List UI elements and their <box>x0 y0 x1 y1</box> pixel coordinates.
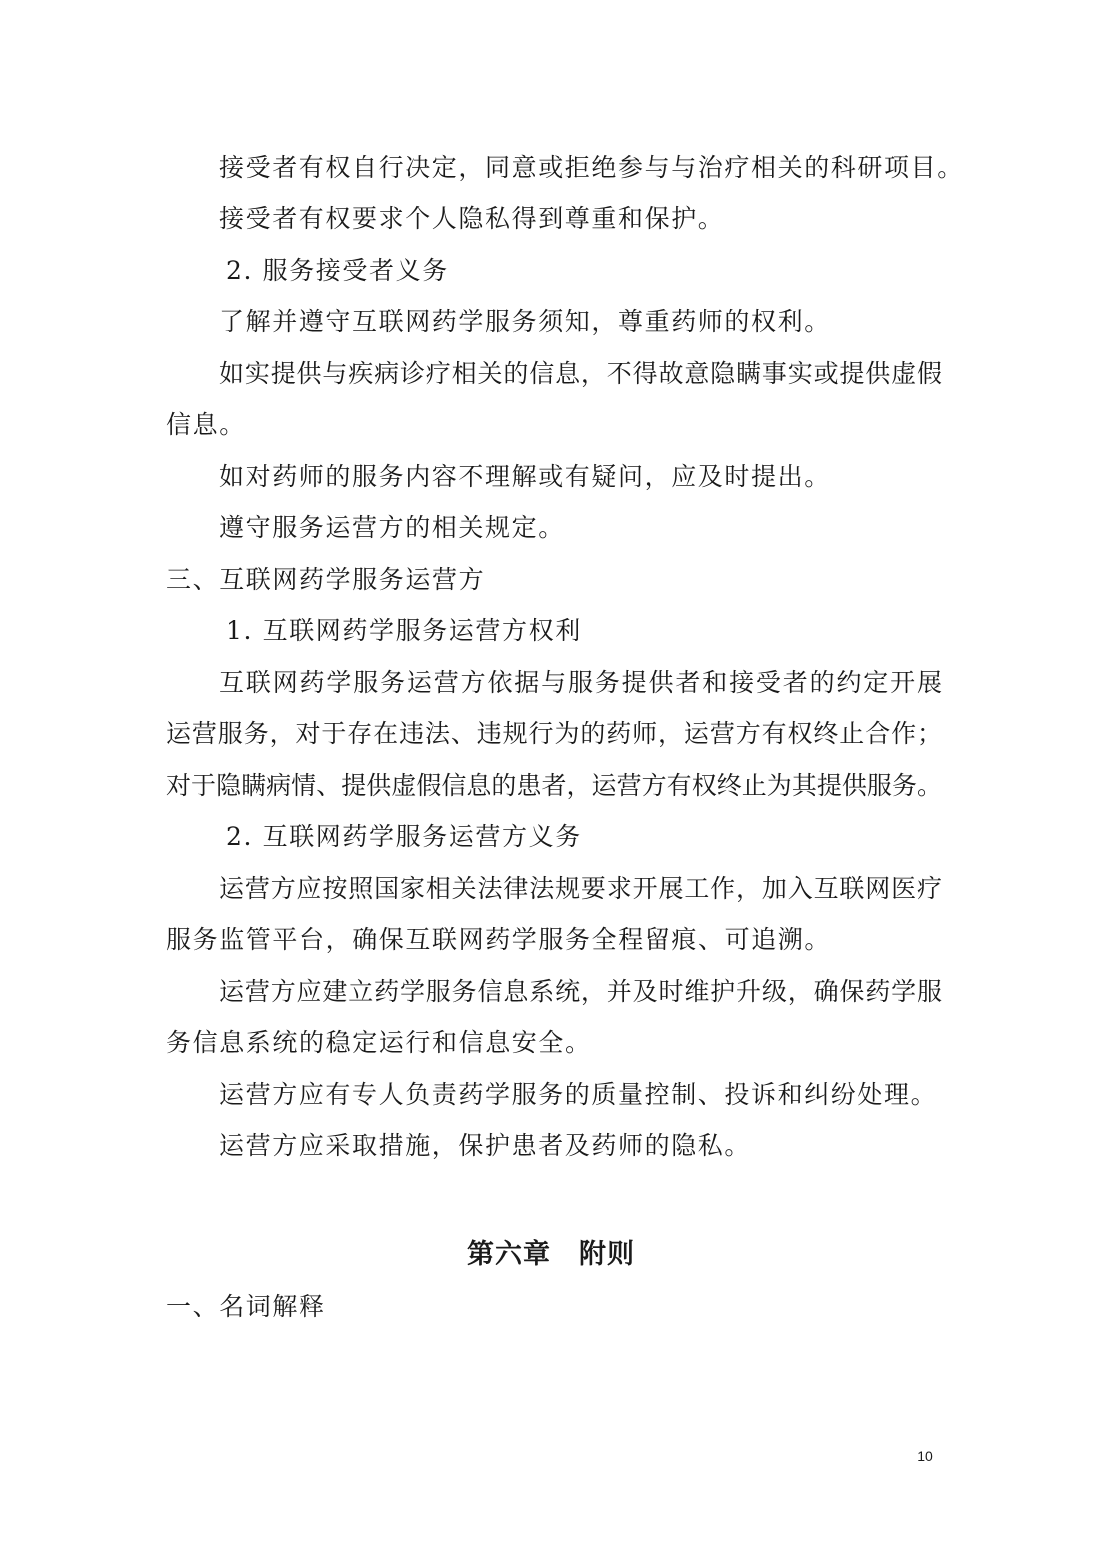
page-number: 10 <box>917 1448 933 1464</box>
subsection-heading: 1. 互联网药学服务运营方权利 <box>226 616 582 645</box>
paragraph-line: 了解并遵守互联网药学服务须知，尊重药师的权利。 <box>219 307 831 336</box>
paragraph-line: 如对药师的服务内容不理解或有疑问，应及时提出。 <box>219 462 831 491</box>
subsection-heading: 2. 互联网药学服务运营方义务 <box>226 822 582 851</box>
section-heading: 三、互联网药学服务运营方 <box>166 565 486 594</box>
paragraph-line: 运营服务，对于存在违法、违规行为的药师，运营方有权终止合作； <box>166 719 942 748</box>
paragraph-line: 接受者有权要求个人隐私得到尊重和保护。 <box>219 204 725 233</box>
paragraph-line: 遵守服务运营方的相关规定。 <box>219 513 565 542</box>
paragraph-line: 服务监管平台，确保互联网药学服务全程留痕、可追溯。 <box>166 925 832 954</box>
paragraph-line: 互联网药学服务运营方依据与服务提供者和接受者的约定开展 <box>219 668 942 697</box>
paragraph-line: 运营方应按照国家相关法律法规要求开展工作，加入互联网医疗 <box>219 874 942 903</box>
paragraph-line: 接受者有权自行决定，同意或拒绝参与与治疗相关的科研项目。 <box>219 153 964 182</box>
subsection-heading: 2. 服务接受者义务 <box>226 256 449 285</box>
paragraph-line: 信息。 <box>166 410 246 439</box>
paragraph-line: 运营方应采取措施，保护患者及药师的隐私。 <box>219 1131 752 1160</box>
paragraph-line: 对于隐瞒病情、提供虚假信息的患者，运营方有权终止为其提供服务。 <box>166 771 942 800</box>
paragraph-line: 运营方应有专人负责药学服务的质量控制、投诉和纠纷处理。 <box>219 1080 938 1109</box>
section-heading: 一、名词解释 <box>166 1292 326 1321</box>
chapter-title: 第六章 附则 <box>467 1239 635 1270</box>
paragraph-line: 务信息系统的稳定运行和信息安全。 <box>166 1028 592 1057</box>
paragraph-line: 运营方应建立药学服务信息系统，并及时维护升级，确保药学服 <box>219 977 942 1006</box>
paragraph-line: 如实提供与疾病诊疗相关的信息，不得故意隐瞒事实或提供虚假 <box>219 359 942 388</box>
